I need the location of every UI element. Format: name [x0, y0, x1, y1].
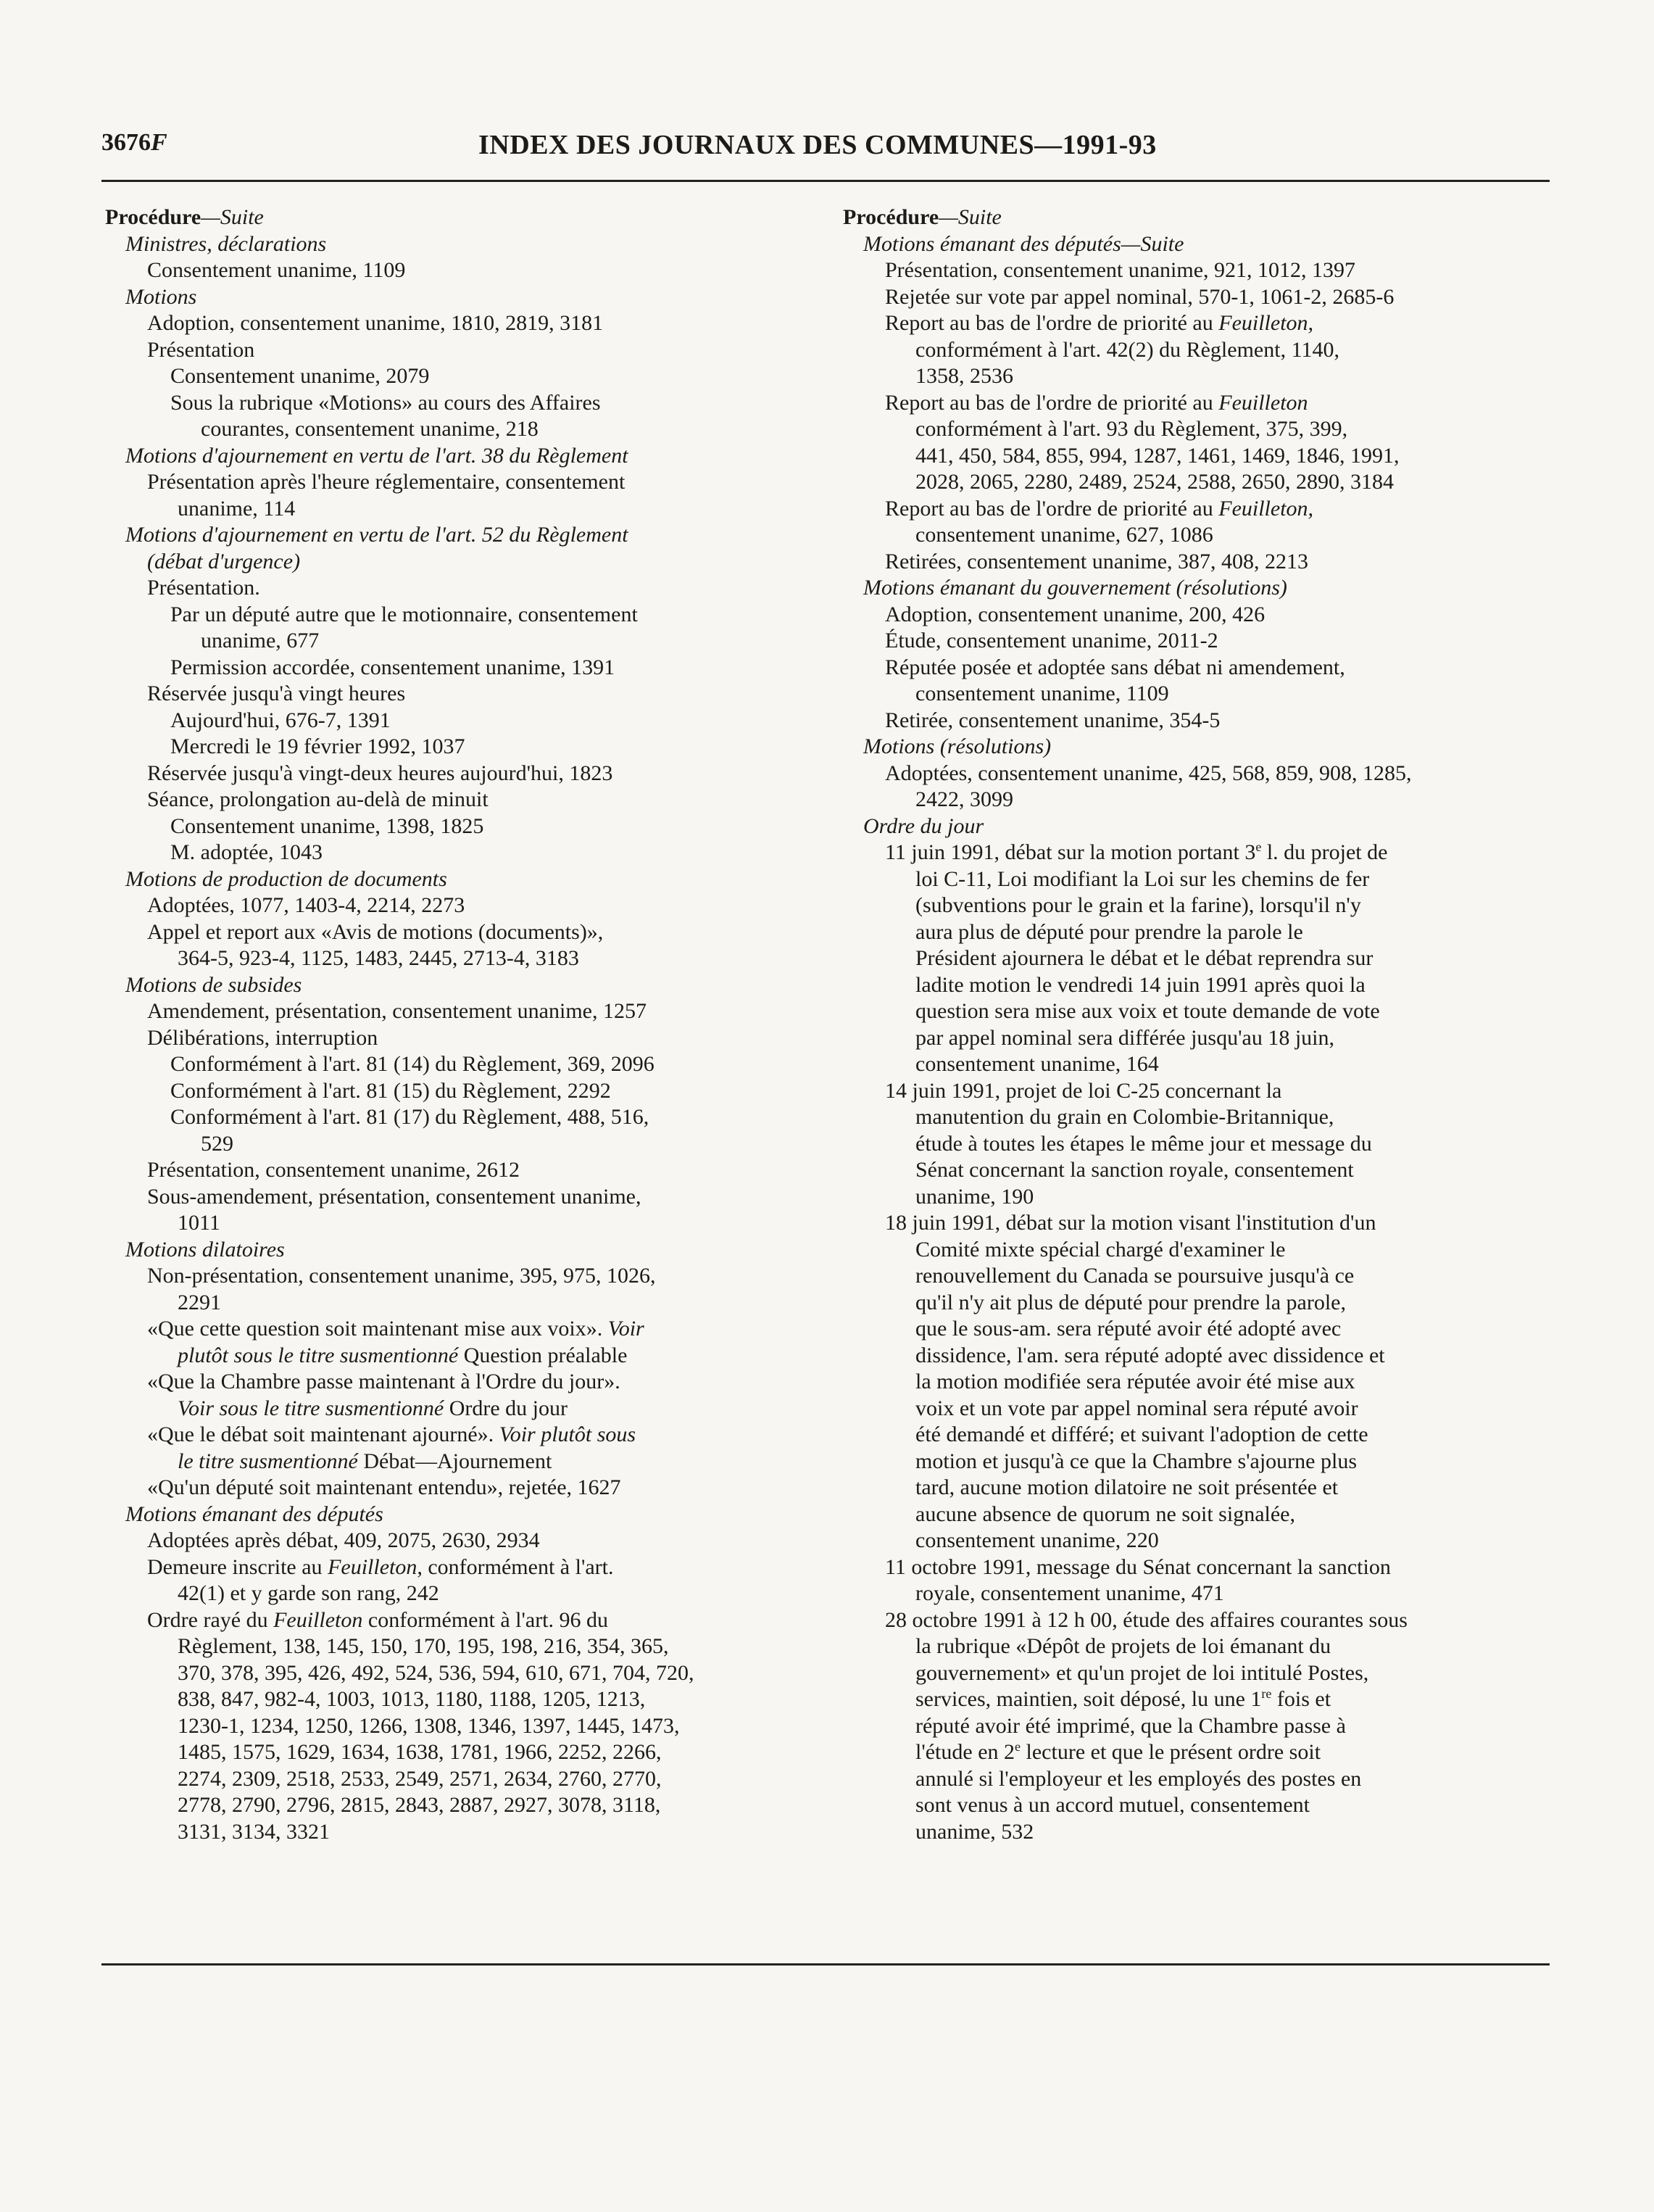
index-entry: Non-présentation, consentement unanime, 395, 975, 1026, [147, 1264, 656, 1288]
index-entry-cont: loi C-11, Loi modifiant la Loi sur les chemins de fer [915, 866, 1370, 891]
index-entry: Réservée jusqu'à vingt heures [147, 682, 406, 705]
index-entry: Permission accordée, consentement unanime, 1391 [170, 655, 615, 679]
index-entry: Report au bas de l'ordre de priorité au Feuilleton, [885, 496, 1314, 521]
index-entry-cont: 42(1) et y garde son rang, 242 [178, 1581, 439, 1605]
index-column-right [843, 204, 1517, 1845]
index-entry: Retirées, consentement unanime, 387, 408, 2213 [885, 549, 1309, 573]
index-entry: 14 juin 1991, projet de loi C-25 concernant la [885, 1078, 1282, 1103]
index-entry-cont: le titre susmentionné Débat—Ajournement [178, 1449, 552, 1473]
index-entry: «Que cette question soit maintenant mise aux voix». Voir [147, 1317, 644, 1341]
subheading: Motions émanant du gouvernement (résolutions) [863, 576, 1287, 600]
index-entry: Sous la rubrique «Motions» au cours des Affaires [170, 390, 601, 415]
index-entry-cont: Sénat concernant la sanction royale, consentement [915, 1158, 1354, 1182]
index-entry: Séance, prolongation au-delà de minuit [147, 787, 489, 811]
page-number: 3676F [101, 129, 167, 156]
page-title: INDEX DES JOURNAUX DES COMMUNES—1991-93 [478, 130, 1157, 160]
index-entry-cont: étude à toutes les étapes le même jour et message du [915, 1131, 1372, 1156]
index-entry: «Que la Chambre passe maintenant à l'Ordre du jour». [147, 1370, 620, 1393]
index-entry: 18 juin 1991, débat sur la motion visant l'institution d'un [885, 1211, 1376, 1235]
index-entry: Présentation, consentement unanime, 921, 1012, 1397 [885, 258, 1356, 282]
index-entry-cont: Comité mixte spécial chargé d'examiner le [915, 1237, 1286, 1262]
index-entry-cont: courantes, consentement unanime, 218 [201, 417, 539, 441]
subheading: Motions de production de documents [125, 866, 447, 891]
index-entry-cont: 2291 [178, 1290, 221, 1314]
index-entry-cont: Voir sous le titre susmentionné Ordre du jour [178, 1396, 568, 1420]
index-entry: Consentement unanime, 1109 [147, 258, 406, 282]
index-entry: Réservée jusqu'à vingt-deux heures aujourd'hui, 1823 [147, 761, 613, 785]
index-entry-cont: été demandé et différé; et suivant l'adoption de cette [915, 1422, 1368, 1446]
index-entry: Adoption, consentement unanime, 200, 426 [885, 602, 1266, 626]
header-rule [101, 180, 1550, 182]
index-entry-cont: 2422, 3099 [915, 787, 1013, 811]
footer-rule [101, 1963, 1550, 1965]
index-entry: Report au bas de l'ordre de priorité au Feuilleton [885, 390, 1308, 415]
index-entry: Amendement, présentation, consentement unanime, 1257 [147, 999, 647, 1023]
index-entry-cont: unanime, 190 [915, 1184, 1034, 1209]
index-entry-cont: voix et un vote par appel nominal sera réputé avoir [915, 1396, 1358, 1420]
subheading: Motions d'ajournement en vertu de l'art. 38 du Règlement [125, 443, 628, 468]
index-entry-cont: 3131, 3134, 3321 [178, 1819, 330, 1844]
index-entry: Présentation. [147, 576, 260, 600]
index-entry: «Qu'un député soit maintenant entendu», rejetée, 1627 [147, 1475, 621, 1499]
index-entry: 28 octobre 1991 à 12 h 00, étude des affaires courantes sous [885, 1607, 1408, 1632]
index-entry-cont: 370, 378, 395, 426, 492, 524, 536, 594, 610, 671, 704, 720, [178, 1660, 694, 1685]
index-entry: Adoption, consentement unanime, 1810, 2819, 3181 [147, 311, 604, 335]
index-entry: Par un député autre que le motionnaire, consentement [170, 602, 638, 626]
subheading: Motions émanant des députés—Suite [863, 231, 1184, 256]
index-entry-cont: (subventions pour le grain et la farine), lorsqu'il n'y [915, 893, 1361, 917]
index-entry: Demeure inscrite au Feuilleton, conformément à l'art. [147, 1554, 614, 1579]
index-entry-cont: consentement unanime, 164 [915, 1052, 1159, 1076]
index-entry-cont: conformément à l'art. 93 du Règlement, 375, 399, [915, 417, 1348, 441]
index-entry-cont: 838, 847, 982-4, 1003, 1013, 1180, 1188, 1205, 1213, [178, 1687, 646, 1711]
subheading-cont: (débat d'urgence) [147, 549, 301, 573]
index-entry-cont: par appel nominal sera différée jusqu'au 18 juin, [915, 1025, 1334, 1050]
index-entry-cont: sont venus à un accord mutuel, consentement [915, 1793, 1310, 1817]
index-entry-cont: 1358, 2536 [915, 364, 1013, 388]
subheading: Motions émanant des députés [125, 1501, 383, 1526]
index-entry: Adoptées après débat, 409, 2075, 2630, 2934 [147, 1528, 540, 1552]
index-entry-cont: Règlement, 138, 145, 150, 170, 195, 198, 216, 354, 365, [178, 1634, 669, 1658]
index-entry: Présentation, consentement unanime, 2612 [147, 1158, 520, 1182]
index-entry-cont: ladite motion le vendredi 14 juin 1991 après quoi la [915, 972, 1366, 997]
index-entry-cont: motion et jusqu'à ce que la Chambre s'ajourne plus [915, 1449, 1357, 1473]
index-entry-cont: 529 [201, 1131, 233, 1156]
index-entry-cont: la motion modifiée sera réputée avoir été mise aux [915, 1370, 1355, 1393]
index-entry-cont: 2274, 2309, 2518, 2533, 2549, 2571, 2634, 2760, 2770, [178, 1766, 662, 1791]
subheading: Motions dilatoires [125, 1237, 285, 1262]
index-entry: Délibérations, interruption [147, 1025, 378, 1050]
index-entry: Ordre rayé du Feuilleton conformément à l'art. 96 du [147, 1607, 609, 1632]
index-entry-cont: 1485, 1575, 1629, 1634, 1638, 1781, 1966, 2252, 2266, [178, 1740, 662, 1764]
index-column-left [105, 204, 779, 1845]
index-entry-cont: tard, aucune motion dilatoire ne soit présentée et [915, 1475, 1339, 1499]
index-entry-cont: 1230-1, 1234, 1250, 1266, 1308, 1346, 1397, 1445, 1473, [178, 1713, 680, 1738]
subheading: Ordre du jour [863, 813, 984, 838]
index-entry-cont: Président ajournera le débat et le débat reprendra sur [915, 946, 1374, 970]
index-entry: Conformément à l'art. 81 (17) du Règlement, 488, 516, [170, 1105, 649, 1129]
index-entry-cont: unanime, 114 [178, 496, 296, 521]
index-entry-cont: que le sous-am. sera réputé avoir été adopté avec [915, 1317, 1342, 1341]
index-entry: Mercredi le 19 février 1992, 1037 [170, 734, 465, 758]
index-entry: Étude, consentement unanime, 2011-2 [885, 629, 1218, 653]
index-entry-cont: dissidence, l'am. sera réputé adopté avec dissidence et [915, 1343, 1385, 1367]
index-entry: Consentement unanime, 1398, 1825 [170, 813, 484, 838]
subheading: Motions [125, 284, 197, 309]
index-entry-cont: annulé si l'employeur et les employés des postes en [915, 1766, 1362, 1791]
index-entry-cont: manutention du grain en Colombie-Britannique, [915, 1105, 1334, 1129]
index-entry-cont: question sera mise aux voix et toute demande de vote [915, 999, 1380, 1023]
index-entry-cont: 2028, 2065, 2280, 2489, 2524, 2588, 2650, 2890, 3184 [915, 470, 1394, 494]
index-entry-cont: réputé avoir été imprimé, que la Chambre passe à [915, 1713, 1346, 1738]
index-entry: Présentation [147, 337, 255, 362]
index-entry: Conformément à l'art. 81 (14) du Règlement, 369, 2096 [170, 1052, 654, 1076]
index-entry: M. adoptée, 1043 [170, 840, 323, 864]
index-entry-cont: l'étude en 2e lecture et que le présent ordre soit [915, 1739, 1321, 1764]
index-entry-cont: royale, consentement unanime, 471 [915, 1581, 1224, 1605]
index-entry-cont: 1011 [178, 1211, 220, 1235]
index-entry: Appel et report aux «Avis de motions (documents)», [147, 919, 604, 944]
heading: Procédure—Suite [843, 205, 1002, 229]
index-entry-cont: consentement unanime, 627, 1086 [915, 523, 1213, 547]
index-entry-cont: renouvellement du Canada se poursuive jusqu'à ce [915, 1264, 1355, 1288]
subheading: Motions de subsides [125, 972, 302, 997]
index-entry-cont: conformément à l'art. 42(2) du Règlement, 1140, [915, 337, 1339, 362]
index-entry-cont: gouvernement» et qu'un projet de loi intitulé Postes, [915, 1660, 1369, 1685]
index-entry: Sous-amendement, présentation, consentement unanime, [147, 1184, 641, 1209]
index-entry: Consentement unanime, 2079 [170, 364, 430, 388]
index-entry-cont: consentement unanime, 1109 [915, 682, 1169, 705]
index-entry: Présentation après l'heure réglementaire, consentement [147, 470, 626, 494]
index-entry: 11 octobre 1991, message du Sénat concernant la sanction [885, 1554, 1391, 1579]
subheading: Motions d'ajournement en vertu de l'art. 52 du Règlement [125, 523, 628, 547]
index-entry: «Que le débat soit maintenant ajourné». Voir plutôt sous [147, 1422, 636, 1446]
index-entry-cont: services, maintien, soit déposé, lu une 1re fois et [915, 1686, 1331, 1711]
index-entry-cont: aucune absence de quorum ne soit signalée, [915, 1501, 1295, 1526]
index-entry: Retirée, consentement unanime, 354-5 [885, 708, 1221, 732]
index-entry-cont: plutôt sous le titre susmentionné Question préalable [178, 1343, 628, 1367]
index-entry: Adoptées, 1077, 1403-4, 2214, 2273 [147, 893, 465, 917]
index-entry-cont: unanime, 532 [915, 1819, 1034, 1844]
index-entry-cont: 2778, 2790, 2796, 2815, 2843, 2887, 2927, 3078, 3118, [178, 1793, 661, 1817]
subheading: Motions (résolutions) [863, 734, 1052, 758]
index-entry-cont: unanime, 677 [201, 629, 320, 653]
index-entry: Report au bas de l'ordre de priorité au Feuilleton, [885, 311, 1314, 335]
index-entry: Réputée posée et adoptée sans débat ni amendement, [885, 655, 1345, 679]
index-entry: Conformément à l'art. 81 (15) du Règlement, 2292 [170, 1078, 611, 1103]
index-entry: Adoptées, consentement unanime, 425, 568, 859, 908, 1285, [885, 761, 1412, 785]
index-entry: 11 juin 1991, débat sur la motion portant 3e l. du projet de [885, 840, 1388, 864]
subheading: Ministres, déclarations [125, 231, 327, 256]
index-entry-cont: consentement unanime, 220 [915, 1528, 1159, 1552]
index-entry-cont: la rubrique «Dépôt de projets de loi émanant du [915, 1634, 1331, 1658]
page-header [101, 129, 1550, 173]
index-entry-cont: qu'il n'y ait plus de député pour prendre la parole, [915, 1290, 1346, 1314]
index-entry: Aujourd'hui, 676-7, 1391 [170, 708, 391, 732]
index-entry-cont: aura plus de député pour prendre la parole le [915, 919, 1303, 944]
heading: Procédure—Suite [105, 205, 264, 229]
index-entry-cont: 364-5, 923-4, 1125, 1483, 2445, 2713-4, 3183 [178, 946, 579, 970]
index-entry: Rejetée sur vote par appel nominal, 570-1, 1061-2, 2685-6 [885, 284, 1395, 309]
index-entry-cont: 441, 450, 584, 855, 994, 1287, 1461, 1469, 1846, 1991, [915, 443, 1400, 468]
